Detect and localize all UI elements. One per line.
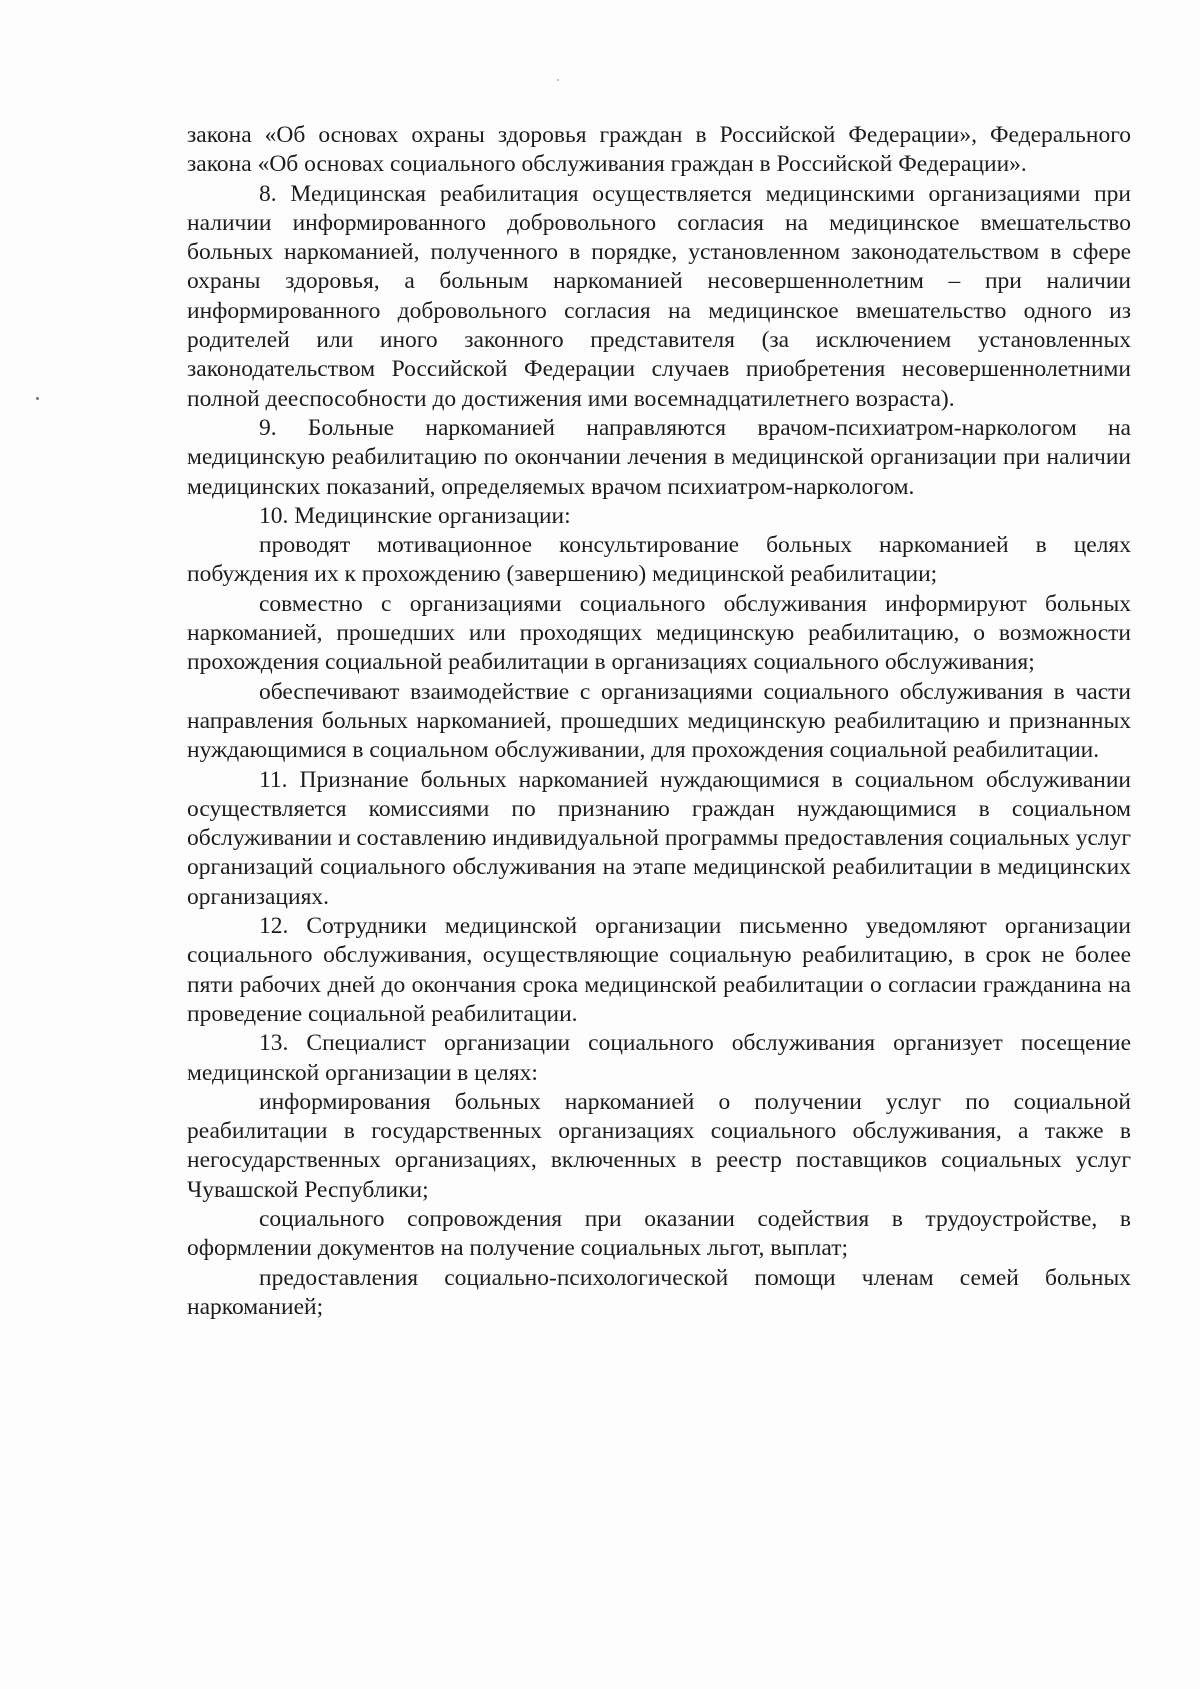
- scan-speck: [36, 397, 39, 400]
- scan-speck: [557, 79, 559, 81]
- paragraph-item-13-sub-1: информирования больных наркоманией о получении услуг по социальной реабилитации в государственных организациях социального обслуживания, а также в негосударственных организациях, включенных в реестр поставщиков социальных услуг Чувашской Республики;: [187, 1088, 1131, 1203]
- document-body: [187, 121, 1131, 1322]
- paragraph-item-13: 13. Специалист организации социального обслуживания организует посещение медицинской организации в целях:: [187, 1030, 1131, 1086]
- paragraph-item-10-sub-1: проводят мотивационное консультирование больных наркоманией в целях побуждения их к прохождению (завершению) медицинской реабилитации;: [187, 532, 1131, 588]
- paragraph-item-8: 8. Медицинская реабилитация осуществляется медицинскими организациями при наличии информированного добровольного согласия на медицинское вмешательство больных наркоманией, полученного в порядке, установленном законодательством в сфере охраны здоровья, а больным наркоманией несовершеннолетним – при наличии информированного добровольного согласия на медицинское вмешательство одного из родителей или иного законного представителя (за исключением установленных законодательством Российской Федерации случаев приобретения несовершеннолетними полной дееспособности до достижения ими восемнадцатилетнего возраста).: [187, 180, 1131, 412]
- paragraph-item-9: 9. Больные наркоманией направляются врачом-психиатром-наркологом на медицинскую реабилитацию по окончании лечения в медицинской организации при наличии медицинских показаний, определяемых врачом психиатром-наркологом.: [187, 414, 1131, 500]
- paragraph-item-10: 10. Медицинские организации:: [259, 502, 571, 529]
- paragraph-item-10-sub-2: совместно с организациями социального обслуживания информируют больных наркоманией, прошедших или проходящих медицинскую реабилитацию, о возможности прохождения социальной реабилитации в организациях социального обслуживания;: [187, 590, 1131, 676]
- paragraph-item-13-sub-2: социального сопровождения при оказании содействия в трудоустройстве, в оформлении документов на получение социальных льгот, выплат;: [187, 1205, 1131, 1262]
- paragraph-item-11: 11. Признание больных наркоманией нуждающимися в социальном обслуживании осуществляется комиссиями по признанию граждан нуждающимися в социальном обслуживании и составлению индивидуальной программы предоставления социальных услуг организаций социального обслуживания на этапе медицинской реабилитации в медицинских организациях.: [187, 766, 1131, 910]
- paragraph-item-12: 12. Сотрудники медицинской организации письменно уведомляют организации социального обслуживания, осуществляющие социальную реабилитацию, в срок не более пяти рабочих дней до окончания срока медицинской реабилитации о согласии гражданина на проведение социальной реабилитации.: [187, 913, 1131, 1027]
- paragraph-item-10-sub-3: обеспечивают взаимодействие с организациями социального обслуживания в части направления больных наркоманией, прошедших медицинскую реабилитацию и признанных нуждающимися в социальном обслуживании, для прохождения социальной реабилитации.: [187, 678, 1131, 764]
- paragraph-item-13-sub-3: предоставления социально-психологической помощи членам семей больных наркоманией;: [187, 1264, 1131, 1320]
- paragraph-law-reference: закона «Об основах охраны здоровья граждан в Российской Федерации», Федерального закона «Об основах социального обслуживания граждан в Российской Федерации».: [187, 122, 1131, 178]
